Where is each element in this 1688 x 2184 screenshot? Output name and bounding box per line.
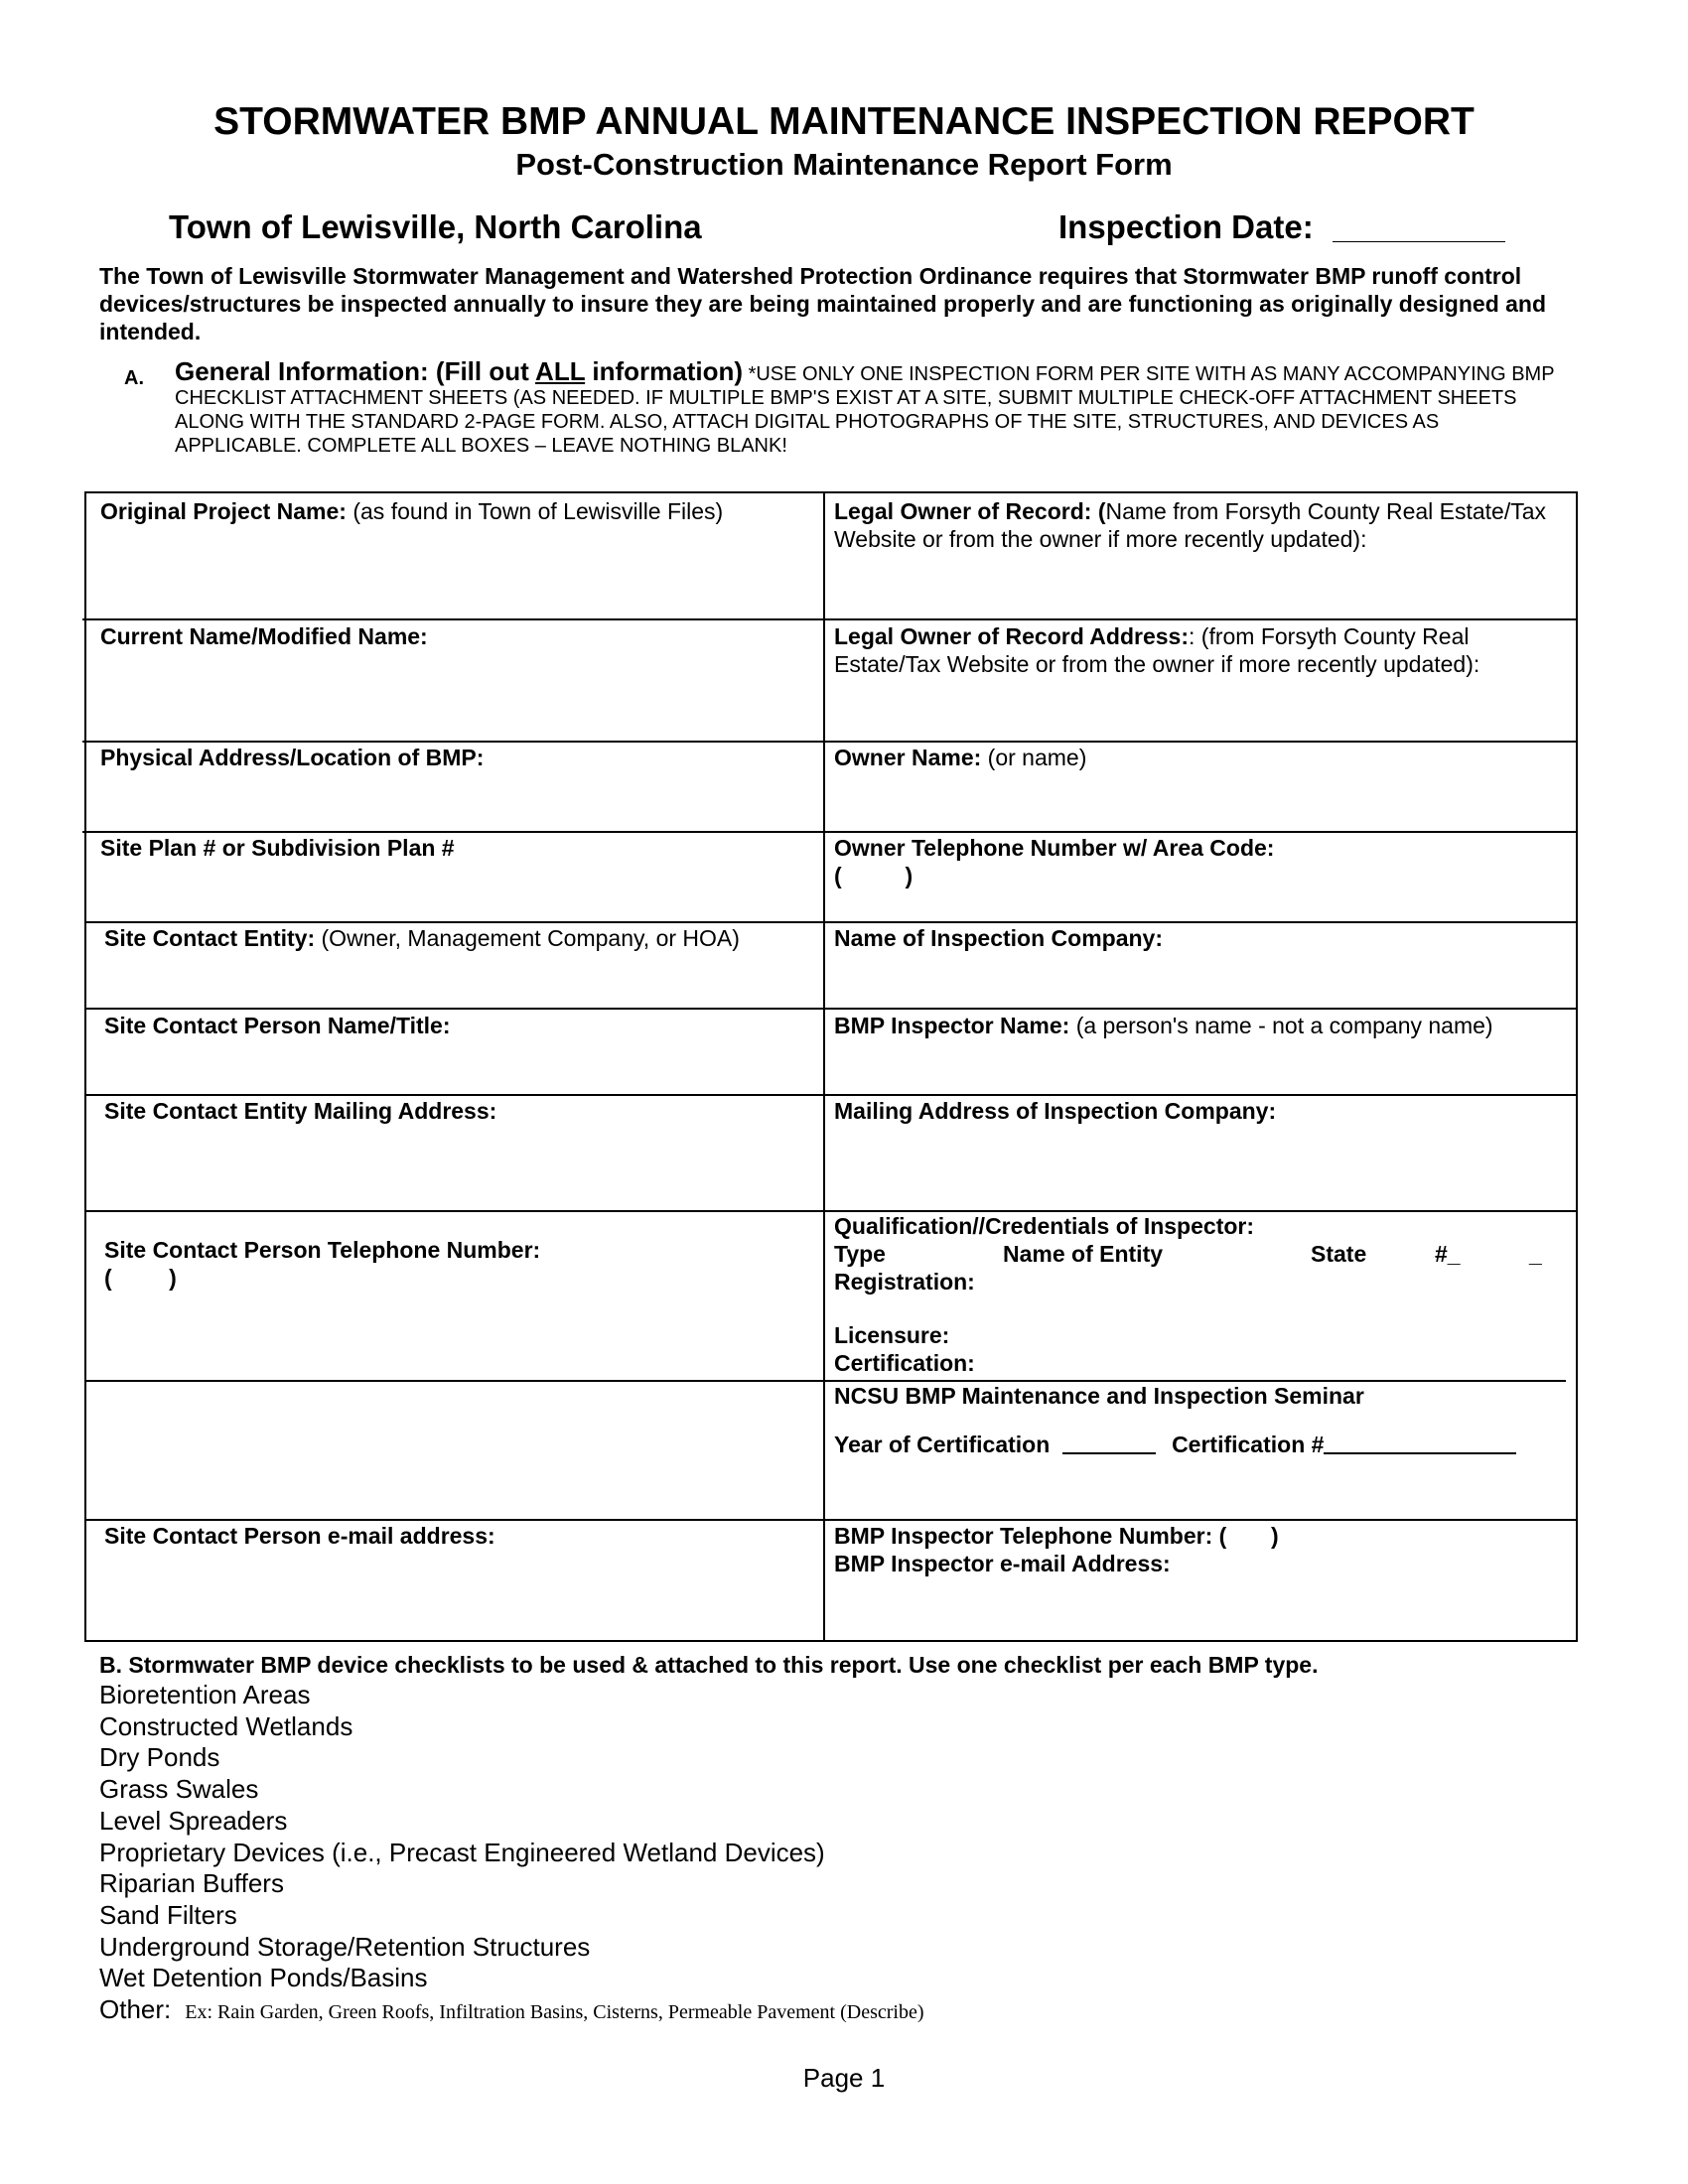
section-a-heading-post: information) bbox=[585, 356, 743, 386]
list-item: Level Spreaders bbox=[99, 1805, 288, 1836]
form-column-divider bbox=[823, 493, 825, 1640]
inspection-company-label: Name of Inspection Company: bbox=[834, 925, 1163, 951]
section-a-heading bbox=[175, 356, 743, 386]
owner-phone-field[interactable] bbox=[834, 834, 1274, 889]
original-project-name-label: Original Project Name: bbox=[100, 498, 347, 524]
licensure-label: Licensure: bbox=[834, 1322, 950, 1348]
inspector-phone-label: BMP Inspector Telephone Number: ( ) bbox=[834, 1523, 1279, 1549]
ncsu-seminar-label: NCSU BMP Maintenance and Inspection Seminar bbox=[834, 1383, 1364, 1409]
site-contact-entity-field[interactable] bbox=[104, 924, 821, 952]
inspection-date-label: Inspection Date: bbox=[1058, 208, 1314, 245]
site-contact-phone-label: Site Contact Person Telephone Number: bbox=[104, 1237, 541, 1263]
form-row-divider bbox=[86, 1094, 1576, 1096]
current-name-label: Current Name/Modified Name: bbox=[100, 623, 428, 649]
site-contact-phone-field[interactable] bbox=[104, 1236, 540, 1292]
inspector-name-field[interactable] bbox=[834, 1012, 1569, 1039]
other-example: Ex: Rain Garden, Green Roofs, Infiltration Basins, Cisterns, Permeable Pavement (Describe) bbox=[185, 2001, 924, 2024]
list-item: Bioretention Areas bbox=[99, 1680, 311, 1709]
inspection-company-field[interactable] bbox=[834, 924, 1163, 952]
inspector-email-label: BMP Inspector e-mail Address: bbox=[834, 1551, 1171, 1576]
col-entity-label: Name of Entity bbox=[1003, 1241, 1164, 1267]
inspection-company-mailing-label: Mailing Address of Inspection Company: bbox=[834, 1098, 1277, 1124]
site-contact-entity-label: Site Contact Entity: bbox=[104, 925, 316, 951]
site-contact-email-label: Site Contact Person e-mail address: bbox=[104, 1523, 495, 1549]
current-name-field[interactable] bbox=[100, 622, 428, 650]
bmp-checklist-list bbox=[99, 1680, 924, 2029]
col-state-label: State bbox=[1311, 1241, 1367, 1267]
legal-owner-label: Legal Owner of Record: ( bbox=[834, 498, 1106, 524]
legal-owner-address-label: Legal Owner of Record Address: bbox=[834, 623, 1189, 649]
col-type-label: Type bbox=[834, 1241, 886, 1267]
site-plan-label: Site Plan # or Subdivision Plan # bbox=[100, 835, 455, 861]
qualification-field[interactable] bbox=[834, 1212, 1569, 1381]
physical-address-field[interactable] bbox=[100, 744, 484, 771]
certification-number-label: Certification # bbox=[1172, 1432, 1325, 1457]
original-project-name-note: (as found in Town of Lewisville Files) bbox=[346, 498, 724, 524]
owner-name-label: Owner Name: bbox=[834, 745, 982, 770]
site-contact-entity-note: (Owner, Management Company, or HOA) bbox=[315, 925, 740, 951]
list-item: Grass Swales bbox=[99, 1774, 259, 1805]
form-row-divider bbox=[86, 921, 1576, 923]
town-name: Town of Lewisville, North Carolina bbox=[169, 208, 702, 245]
owner-phone-paren: ( ) bbox=[834, 863, 914, 888]
inspector-contact-field[interactable] bbox=[834, 1522, 1279, 1577]
form-row-divider bbox=[82, 618, 1576, 620]
year-of-certification-input[interactable] bbox=[1062, 1452, 1156, 1454]
qualification-columns bbox=[834, 1240, 1569, 1268]
form-row-divider bbox=[86, 1008, 1576, 1010]
owner-phone-label: Owner Telephone Number w/ Area Code: bbox=[834, 835, 1275, 861]
site-contact-email-field[interactable] bbox=[104, 1522, 495, 1550]
col-number-label: #_ bbox=[1435, 1241, 1461, 1267]
list-item: Underground Storage/Retention Structures bbox=[99, 1931, 591, 1962]
section-a-block bbox=[175, 356, 1565, 458]
list-item: Riparian Buffers bbox=[99, 1868, 284, 1899]
legal-owner-field[interactable] bbox=[834, 497, 1559, 553]
report-title: STORMWATER BMP ANNUAL MAINTENANCE INSPECTION REPORT bbox=[213, 100, 1475, 143]
ncsu-seminar-field[interactable] bbox=[834, 1382, 1569, 1458]
list-item: Wet Detention Ponds/Basins bbox=[99, 1963, 428, 1993]
form-row-divider bbox=[82, 741, 1576, 743]
general-info-form bbox=[84, 491, 1578, 1642]
qualification-label: Qualification//Credentials of Inspector: bbox=[834, 1213, 1255, 1239]
legal-owner-address-field[interactable] bbox=[834, 622, 1559, 678]
inspector-name-label: BMP Inspector Name: bbox=[834, 1013, 1070, 1038]
certification-label: Certification: bbox=[834, 1350, 975, 1376]
inspection-date-field[interactable] bbox=[1333, 241, 1505, 242]
list-item: Constructed Wetlands bbox=[99, 1710, 353, 1741]
site-contact-person-field[interactable] bbox=[104, 1012, 451, 1039]
owner-name-note: (or name) bbox=[981, 745, 1087, 770]
section-b-heading: B. Stormwater BMP device checklists to be used & attached to this report. Use one checklist per each BMP type. bbox=[99, 1652, 1319, 1678]
registration-label: Registration: bbox=[834, 1269, 975, 1295]
year-of-certification-label: Year of Certification bbox=[834, 1432, 1051, 1457]
section-a-note: *USE ONLY ONE INSPECTION FORM PER SITE WITH AS MANY ACCOMPANYING BMP CHECKLIST ATTACHMENT SHEETS (AS NEEDED. IF MULTIPLE BMP'S EXIST AT A SITE, SUBMIT MULTIPLE CHECK-OFF ATTACHMENT SHEETS ALONG WITH THE STANDARD 2-PAGE FORM. ALSO, ATTACH DIGITAL PHOTOGRAPHS OF THE SITE, STRUCTURES, AND DEVICES AS APPLICABLE. COMPLETE ALL BOXES – LEAVE NOTHING BLANK! bbox=[175, 363, 1555, 457]
certification-number-input[interactable] bbox=[1324, 1452, 1516, 1454]
site-plan-field[interactable] bbox=[100, 834, 455, 862]
form-row-divider bbox=[82, 831, 1576, 833]
section-a-letter: A. bbox=[124, 367, 144, 389]
physical-address-label: Physical Address/Location of BMP: bbox=[100, 745, 485, 770]
legal-owner-note: Name from Forsyth County Real Estate/Tax Website or from the owner if more recently updated): bbox=[834, 498, 1547, 552]
col-number-tail: _ bbox=[1529, 1241, 1542, 1267]
list-item-other bbox=[99, 1994, 924, 2029]
list-item: Sand Filters bbox=[99, 1899, 237, 1930]
list-item: Proprietary Devices (i.e., Precast Engineered Wetland Devices) bbox=[99, 1837, 825, 1867]
site-contact-mailing-field[interactable] bbox=[104, 1097, 496, 1125]
owner-name-field[interactable] bbox=[834, 744, 1086, 771]
legal-owner-address-note: : (from Forsyth County Real Estate/Tax Website or from the owner if more recently updated): bbox=[834, 623, 1480, 677]
site-contact-phone-paren: ( ) bbox=[104, 1265, 177, 1291]
report-subtitle: Post-Construction Maintenance Report Form bbox=[515, 147, 1173, 182]
list-item: Dry Ponds bbox=[99, 1742, 220, 1773]
site-contact-mailing-label: Site Contact Entity Mailing Address: bbox=[104, 1098, 497, 1124]
intro-paragraph: The Town of Lewisville Stormwater Management and Watershed Protection Ordinance requires that Stormwater BMP runoff control devices/structures be inspected annually to insure they are being maintained properly and are functioning as originally designed and intended. bbox=[99, 263, 1547, 344]
section-a-heading-pre: General Information: (Fill out bbox=[175, 356, 536, 386]
site-contact-person-label: Site Contact Person Name/Title: bbox=[104, 1013, 451, 1038]
section-a-heading-emph: ALL bbox=[535, 356, 586, 386]
inspector-name-note: (a person's name - not a company name) bbox=[1069, 1013, 1493, 1038]
page-number: Page 1 bbox=[802, 2063, 886, 2093]
inspection-company-mailing-field[interactable] bbox=[834, 1097, 1276, 1125]
form-row-divider bbox=[86, 1519, 1576, 1521]
original-project-name-field[interactable] bbox=[100, 497, 815, 525]
other-label: Other: bbox=[99, 1994, 172, 2025]
